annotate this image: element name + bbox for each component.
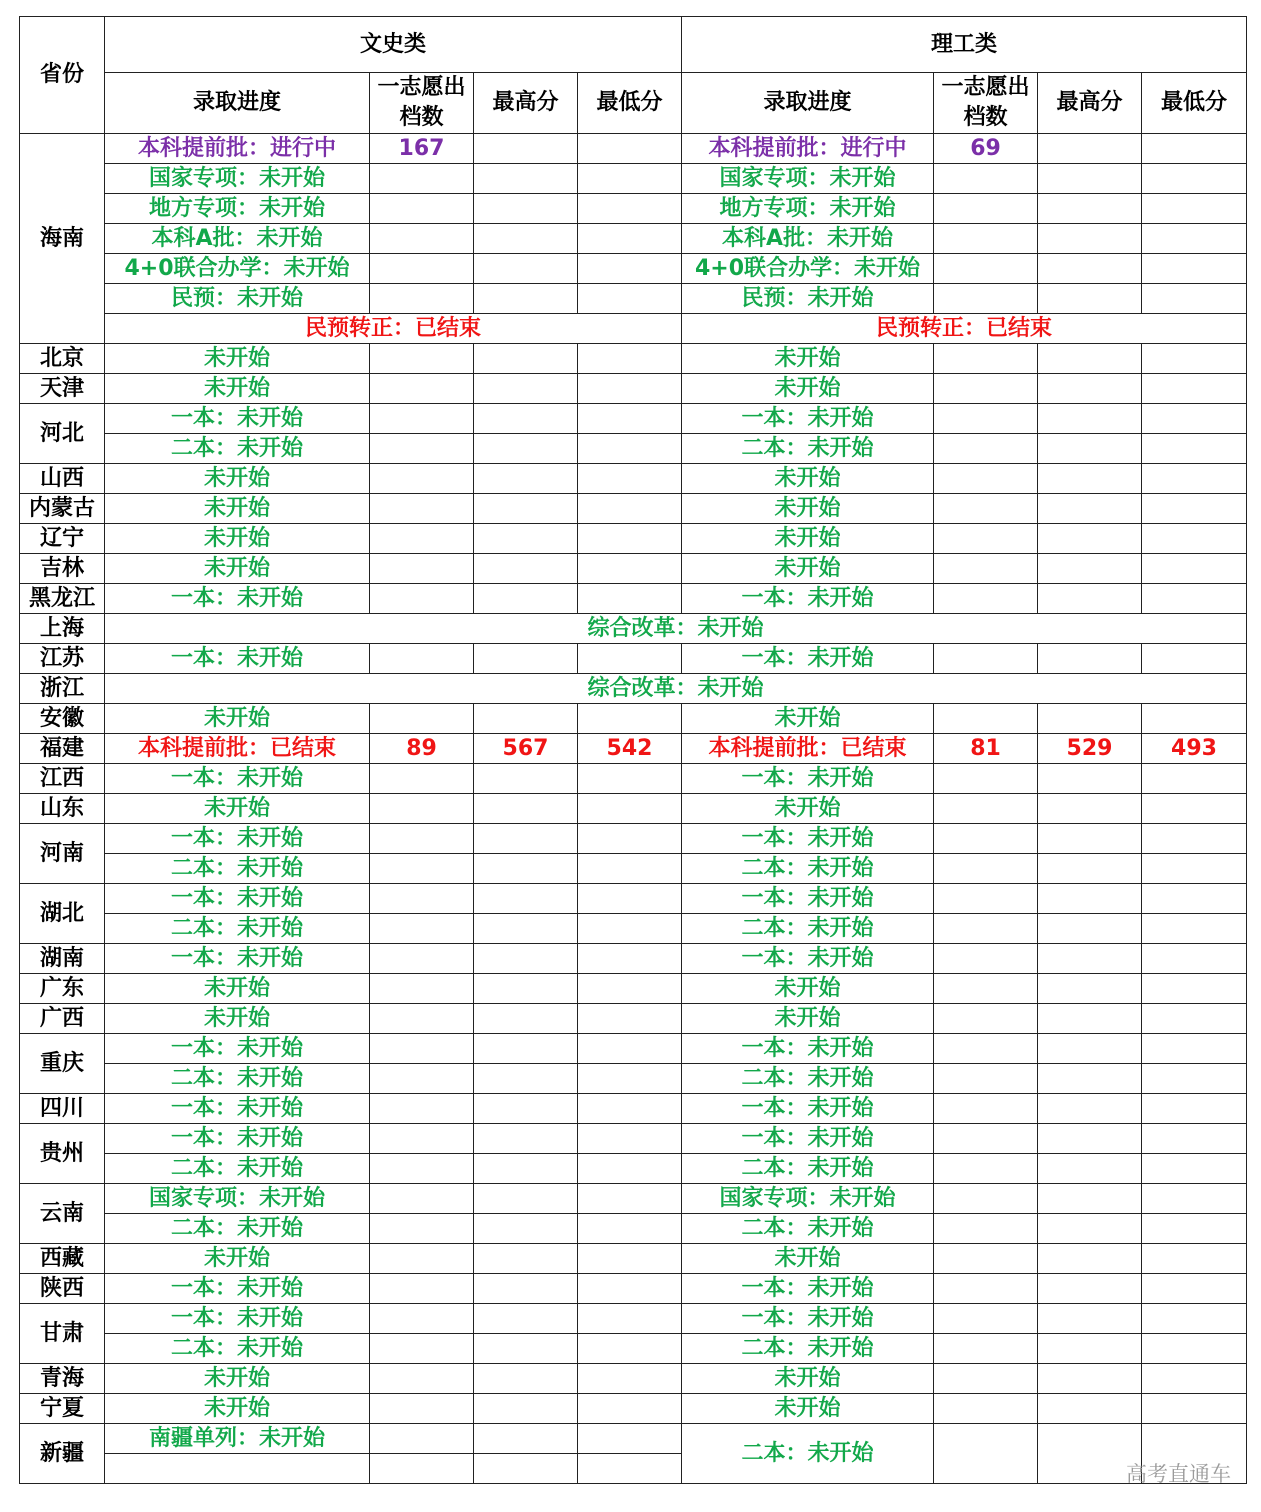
l-progress-cell: 一本：未开始 [682,1274,934,1304]
l-count-cell: 81 [934,734,1038,764]
w-progress-cell: 一本：未开始 [105,1304,370,1334]
w-progress-cell: 一本：未开始 [105,1274,370,1304]
province-cell: 湖南 [20,944,105,974]
l-progress-cell: 本科A批：未开始 [682,224,934,254]
table-row [20,644,1247,674]
l-min-cell [1142,134,1247,164]
w-progress-cell: 南疆单列：未开始 [105,1424,370,1454]
l-progress-cell: 二本：未开始 [682,1154,934,1184]
w-max-cell: 567 [474,734,578,764]
l-progress-cell: 二本：未开始 [682,1334,934,1364]
province-cell: 吉林 [20,554,105,584]
province-cell: 浙江 [20,674,105,704]
w-progress-cell: 一本：未开始 [105,1034,370,1064]
table-row [20,1094,1247,1124]
province-cell: 江西 [20,764,105,794]
header-l-progress: 录取进度 [682,73,934,134]
l-progress-cell: 未开始 [682,494,934,524]
w-progress-cell [105,1454,370,1484]
header-w-min: 最低分 [578,73,682,134]
province-cell: 贵州 [20,1124,105,1184]
header-l-min: 最低分 [1142,73,1247,134]
table-row [20,464,1247,494]
l-progress-cell: 一本：未开始 [682,1304,934,1334]
province-cell: 宁夏 [20,1394,105,1424]
w-progress-cell: 未开始 [105,1394,370,1424]
l-progress-cell: 未开始 [682,794,934,824]
header-wenshi: 文史类 [105,17,682,73]
province-cell: 广东 [20,974,105,1004]
l-progress-cell: 未开始 [682,524,934,554]
w-progress-cell: 未开始 [105,524,370,554]
header-ligong: 理工类 [682,17,1247,73]
w-progress-cell: 未开始 [105,974,370,1004]
l-progress-cell: 未开始 [682,1244,934,1274]
w-progress-cell: 未开始 [105,494,370,524]
l-progress-cell: 未开始 [682,554,934,584]
province-cell: 江苏 [20,644,105,674]
table-row [20,284,1247,314]
l-progress-cell: 未开始 [682,1004,934,1034]
merged-progress-cell: 综合改革：未开始 [105,674,1247,704]
w-min-cell: 542 [578,734,682,764]
table-row [20,1184,1247,1214]
table-row [20,134,1247,164]
table-row [20,224,1247,254]
table-row [20,884,1247,914]
w-progress-cell: 一本：未开始 [105,1124,370,1154]
header-l-max: 最高分 [1038,73,1142,134]
l-progress-cell: 国家专项：未开始 [682,1184,934,1214]
table-row [20,554,1247,584]
table-row [20,1244,1247,1274]
l-progress-cell: 地方专项：未开始 [682,194,934,224]
l-progress-cell: 二本：未开始 [682,434,934,464]
w-progress-cell: 二本：未开始 [105,1154,370,1184]
l-progress-cell: 本科提前批：已结束 [682,734,934,764]
province-cell: 云南 [20,1184,105,1244]
table-row [20,314,1247,344]
w-min-cell [578,134,682,164]
w-progress-cell: 地方专项：未开始 [105,194,370,224]
province-cell: 天津 [20,374,105,404]
w-progress-cell: 未开始 [105,794,370,824]
table-row [20,1364,1247,1394]
table-row [20,1394,1247,1424]
header-row-1 [20,17,1247,73]
w-progress-cell: 一本：未开始 [105,584,370,614]
table-row [20,494,1247,524]
table-row [20,164,1247,194]
l-count-cell: 69 [934,134,1038,164]
table-row [20,1334,1247,1364]
l-progress-cell: 未开始 [682,974,934,1004]
table-row [20,1214,1247,1244]
w-progress-cell: 二本：未开始 [105,1064,370,1094]
table-row [20,584,1247,614]
w-progress-cell: 未开始 [105,1004,370,1034]
w-progress-cell: 一本：未开始 [105,404,370,434]
l-max-cell [1038,134,1142,164]
table-row [20,944,1247,974]
w-progress-cell: 一本：未开始 [105,884,370,914]
table-row [20,914,1247,944]
w-progress-cell: 未开始 [105,464,370,494]
l-max-cell: 529 [1038,734,1142,764]
w-progress-cell: 国家专项：未开始 [105,164,370,194]
w-progress-cell: 一本：未开始 [105,824,370,854]
table-row [20,734,1247,764]
province-cell: 安徽 [20,704,105,734]
table-row [20,344,1247,374]
province-cell: 西藏 [20,1244,105,1274]
l-progress-cell: 一本：未开始 [682,884,934,914]
province-cell: 海南 [20,134,105,344]
w-progress-cell: 本科A批：未开始 [105,224,370,254]
header-l-first-choice: 一志愿出档数 [934,73,1038,134]
l-progress-cell: 一本：未开始 [682,404,934,434]
table-row [20,704,1247,734]
w-progress-cell: 本科提前批：进行中 [105,134,370,164]
table-row [20,404,1247,434]
table-row [20,824,1247,854]
w-progress-cell: 一本：未开始 [105,1094,370,1124]
w-merged-cell: 民预转正：已结束 [105,314,682,344]
w-progress-cell: 国家专项：未开始 [105,1184,370,1214]
w-progress-cell: 未开始 [105,1364,370,1394]
province-cell: 河南 [20,824,105,884]
province-cell: 陕西 [20,1274,105,1304]
w-progress-cell: 本科提前批：已结束 [105,734,370,764]
l-progress-cell: 一本：未开始 [682,644,934,674]
l-progress-cell: 4+0联合办学：未开始 [682,254,934,284]
table-row [20,194,1247,224]
table-row [20,674,1247,704]
table-row [20,1274,1247,1304]
admission-progress-table [19,16,1247,1484]
w-count-cell: 89 [370,734,474,764]
table-row [20,374,1247,404]
province-cell: 北京 [20,344,105,374]
header-w-progress: 录取进度 [105,73,370,134]
l-progress-cell: 未开始 [682,704,934,734]
l-progress-cell: 一本：未开始 [682,1034,934,1064]
w-progress-cell: 民预：未开始 [105,284,370,314]
province-cell: 重庆 [20,1034,105,1094]
province-cell: 河北 [20,404,105,464]
table-row [20,1064,1247,1094]
l-progress-cell: 一本：未开始 [682,944,934,974]
l-progress-cell: 国家专项：未开始 [682,164,934,194]
l-progress-cell: 二本：未开始 [682,1424,934,1484]
w-progress-cell: 一本：未开始 [105,644,370,674]
table-row [20,1124,1247,1154]
header-w-first-choice: 一志愿出档数 [370,73,474,134]
w-progress-cell: 未开始 [105,374,370,404]
w-progress-cell: 二本：未开始 [105,1334,370,1364]
w-progress-cell: 4+0联合办学：未开始 [105,254,370,284]
l-progress-cell: 二本：未开始 [682,914,934,944]
header-province: 省份 [20,17,105,134]
table-row [20,794,1247,824]
l-progress-cell: 未开始 [682,464,934,494]
l-min-cell: 493 [1142,734,1247,764]
table-row [20,434,1247,464]
l-merged-cell: 民预转正：已结束 [682,314,1247,344]
province-cell: 甘肃 [20,1304,105,1364]
table-row [20,1004,1247,1034]
w-max-cell [474,134,578,164]
l-progress-cell: 一本：未开始 [682,1124,934,1154]
w-progress-cell: 未开始 [105,344,370,374]
header-w-max: 最高分 [474,73,578,134]
table-row [20,764,1247,794]
table-row [20,254,1247,284]
w-progress-cell: 未开始 [105,1244,370,1274]
l-progress-cell: 未开始 [682,374,934,404]
l-progress-cell: 一本：未开始 [682,584,934,614]
l-progress-cell: 二本：未开始 [682,1214,934,1244]
l-progress-cell: 未开始 [682,1394,934,1424]
l-progress-cell: 民预：未开始 [682,284,934,314]
table-row [20,974,1247,1004]
province-cell: 黑龙江 [20,584,105,614]
province-cell: 新疆 [20,1424,105,1484]
province-cell: 山西 [20,464,105,494]
l-progress-cell: 二本：未开始 [682,854,934,884]
province-cell: 青海 [20,1364,105,1394]
province-cell: 四川 [20,1094,105,1124]
w-progress-cell: 一本：未开始 [105,944,370,974]
province-cell: 山东 [20,794,105,824]
w-progress-cell: 二本：未开始 [105,854,370,884]
w-progress-cell: 未开始 [105,554,370,584]
watermark-text: 高考直通车 [1126,1462,1231,1486]
table-row [20,524,1247,554]
province-cell: 福建 [20,734,105,764]
l-progress-cell: 一本：未开始 [682,764,934,794]
l-progress-cell: 一本：未开始 [682,1094,934,1124]
w-progress-cell: 未开始 [105,704,370,734]
table-row [20,854,1247,884]
province-cell: 辽宁 [20,524,105,554]
province-cell: 上海 [20,614,105,644]
table-row [20,1424,1247,1454]
w-progress-cell: 二本：未开始 [105,914,370,944]
l-progress-cell: 未开始 [682,344,934,374]
l-progress-cell: 未开始 [682,1364,934,1394]
table-row [20,1034,1247,1064]
province-cell: 广西 [20,1004,105,1034]
province-cell: 湖北 [20,884,105,944]
l-progress-cell: 二本：未开始 [682,1064,934,1094]
w-count-cell: 167 [370,134,474,164]
header-row-2 [20,73,1247,134]
w-progress-cell: 二本：未开始 [105,1214,370,1244]
table-row [20,614,1247,644]
merged-progress-cell: 综合改革：未开始 [105,614,1247,644]
l-progress-cell: 本科提前批：进行中 [682,134,934,164]
w-progress-cell: 二本：未开始 [105,434,370,464]
l-progress-cell: 一本：未开始 [682,824,934,854]
w-progress-cell: 一本：未开始 [105,764,370,794]
table-row [20,1304,1247,1334]
province-cell: 内蒙古 [20,494,105,524]
table-row [20,1154,1247,1184]
